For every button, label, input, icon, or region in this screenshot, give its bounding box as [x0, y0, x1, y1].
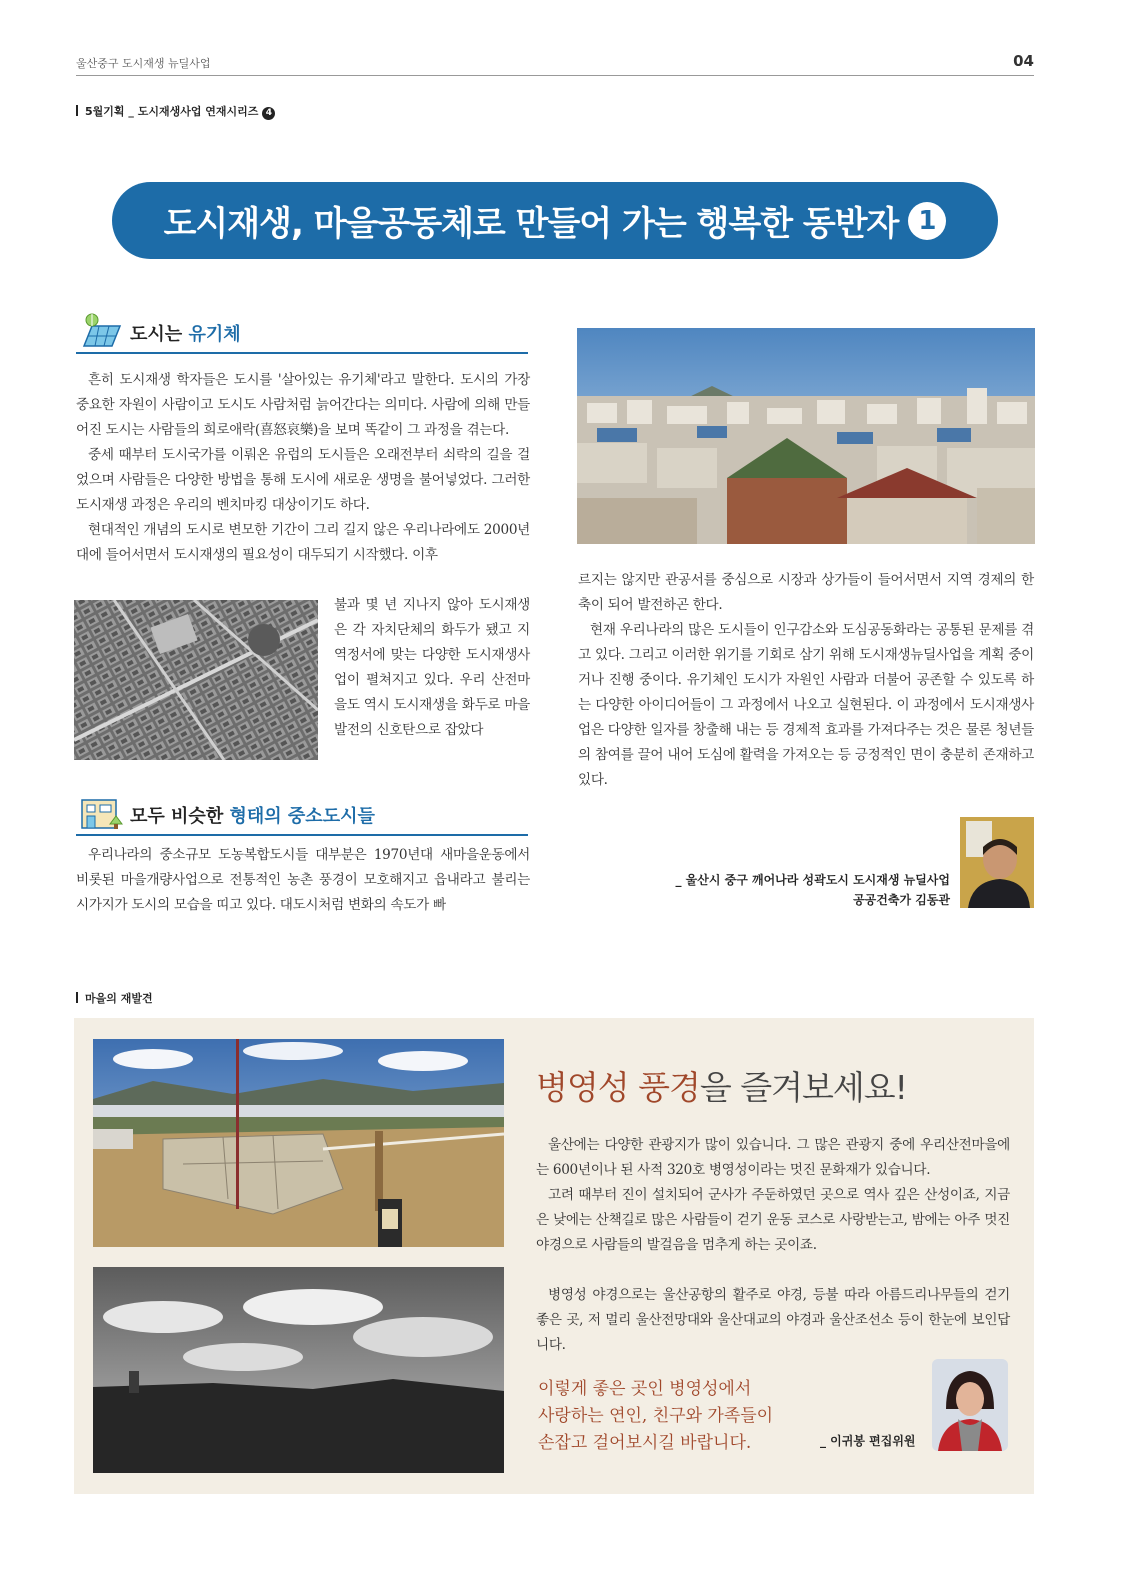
paragraph: 중세 때부터 도시국가를 이뤄온 유럽의 도시들은 오래전부터 쇠락의 길을 걸었으며 사람들은 다양한 방법을 통해 도시에 새로운 생명을 불어넣었다. 그러한 도시재생 과정은 우리의 벤치마킹 대상이기도 하다. [76, 447, 530, 513]
section1-wrap-text [334, 593, 530, 743]
right-column-text [578, 568, 1034, 793]
fortress-wall-photo [93, 1039, 504, 1247]
section-title: 도시는 유기체 [130, 324, 241, 345]
paragraph: 병영성 야경으로는 울산공항의 활주로 야경, 등불 따라 아름드리나무들의 걷기 좋은 곳, 저 멀리 울산전망대와 울산대교의 야경과 울산조선소 등이 한눈에 보인답니다. [536, 1287, 1010, 1353]
series-number-badge: 4 [262, 107, 275, 120]
page-number: 04 [1013, 52, 1034, 70]
page-title: 도시재생, 마을공동체로 만들어 가는 행복한 동반자 [163, 204, 899, 244]
publication-name: 울산중구 도시재생 뉴딜사업 [76, 57, 211, 70]
author-byline [620, 870, 950, 910]
author-portrait-photo [960, 817, 1034, 908]
building-icon [78, 794, 126, 832]
feature-text [536, 1133, 1010, 1358]
author-affiliation: _ 울산시 중구 깨어나라 성곽도시 도시재생 뉴딜사업 [675, 873, 950, 887]
section-heading-organism [76, 312, 528, 354]
village-rooftops-photo [577, 328, 1035, 544]
spacer [536, 1258, 1010, 1283]
paragraph: 르지는 않지만 관공서를 중심으로 시장과 상가들이 들어서면서 지역 경제의 한 축이 되어 발전하곤 한다. [578, 572, 1034, 613]
paragraph: 울산에는 다양한 관광지가 많이 있습니다. 그 많은 관광지 중에 우리산전마을에는 600년이나 된 사적 320호 병영성이라는 멋진 문화재가 있습니다. [536, 1137, 1010, 1178]
section-heading-small-cities [76, 794, 528, 836]
paragraph: 우리나라의 중소규모 도농복합도시들 대부분은 1970년대 새마을운동에서 비롯된 마을개량사업으로 전통적인 농촌 풍경이 모호해지고 읍내라고 불리는 시가지가 도시의 모습을 띠고 있다. 대도시처럼 변화의 속도가 빠 [76, 847, 530, 913]
fortress-field-bw-photo [93, 1267, 504, 1473]
editor-byline: _ 이귀봉 편집위원 [820, 1434, 916, 1448]
paragraph: 고려 때부터 진이 설치되어 군사가 주둔하였던 곳으로 역사 깊은 산성이죠, 지금은 낮에는 산책길로 많은 사람들이 걷기 운동 코스로 사랑받는고, 밤에는 아주 멋진 야경으로 사람들의 발걸음을 멈추게 하는 곳이죠. [536, 1187, 1010, 1253]
title-banner [112, 182, 998, 259]
label-bar [76, 105, 78, 116]
title-number-badge: 1 [908, 202, 946, 240]
section1-text [76, 368, 530, 568]
paragraph: 현재 우리나라의 많은 도시들이 인구감소와 도심공동화라는 공통된 문제를 겪고 있다. 그리고 이러한 위기를 기회로 삼기 위해 도시재생뉴딜사업을 계획 중이거나 진행 중이다. 유기체인 도시가 자원인 사람과 더불어 공존할 수 있도록 하는 다양한 아이디어들이 그 과정에서 나오고 실현된다. 이 과정에서 도시재생사업은 다양한 일자를 창출해 내는 등 경제적 효과를 가져다주는 것은 물론 청년들의 참여를 끌어 내어 도심에 활력을 가져오는 등 긍정적인 면이 충분히 존재하고 있다. [578, 622, 1034, 788]
editor-portrait-photo [932, 1359, 1008, 1451]
label-bar [76, 992, 78, 1003]
section2-text [76, 843, 530, 918]
feature-title: 병영성 풍경을 즐겨보세요! [536, 1068, 907, 1107]
paragraph: 현대적인 개념의 도시로 변모한 기간이 그리 길지 않은 우리나라에도 2000년대에 들어서면서 도시재생의 필요성이 대두되기 시작했다. 이후 [76, 522, 530, 563]
paragraph: 불과 몇 년 지나지 않아 도시재생은 각 자치단체의 화두가 됐고 지역정서에 맞는 다양한 도시재생사업이 펼쳐지고 있다. 우리 산전마을도 역시 도시재생을 화두로 마을발전의 신호탄으로 잡았다 [334, 597, 530, 738]
author-name: 공공건축가 김동관 [853, 893, 950, 907]
running-head [76, 52, 1034, 76]
aerial-city-photo [74, 600, 318, 760]
series-label [76, 103, 275, 120]
closing-quote: 이렇게 좋은 곳인 병영성에서 사랑하는 연인, 친구와 가족들이 손잡고 걸어보시길 바랍니다. [538, 1379, 774, 1453]
section-label: 마을의 재발견 [76, 990, 153, 1006]
paragraph: 흔히 도시재생 학자들은 도시를 '살아있는 유기체'라고 말한다. 도시의 가장 중요한 자원이 사람이고 도시도 사람처럼 늙어간다는 의미다. 사람에 의해 만들어진 도시는 사람들의 희로애락(喜怒哀樂)을 보며 똑같이 그 과정을 겪는다. [76, 372, 530, 438]
solar-panel-icon [78, 312, 126, 350]
series-label-text: 5월기획 _ 도시재생사업 연재시리즈 [85, 105, 259, 118]
section-title: 모두 비슷한 형태의 중소도시들 [130, 806, 375, 827]
